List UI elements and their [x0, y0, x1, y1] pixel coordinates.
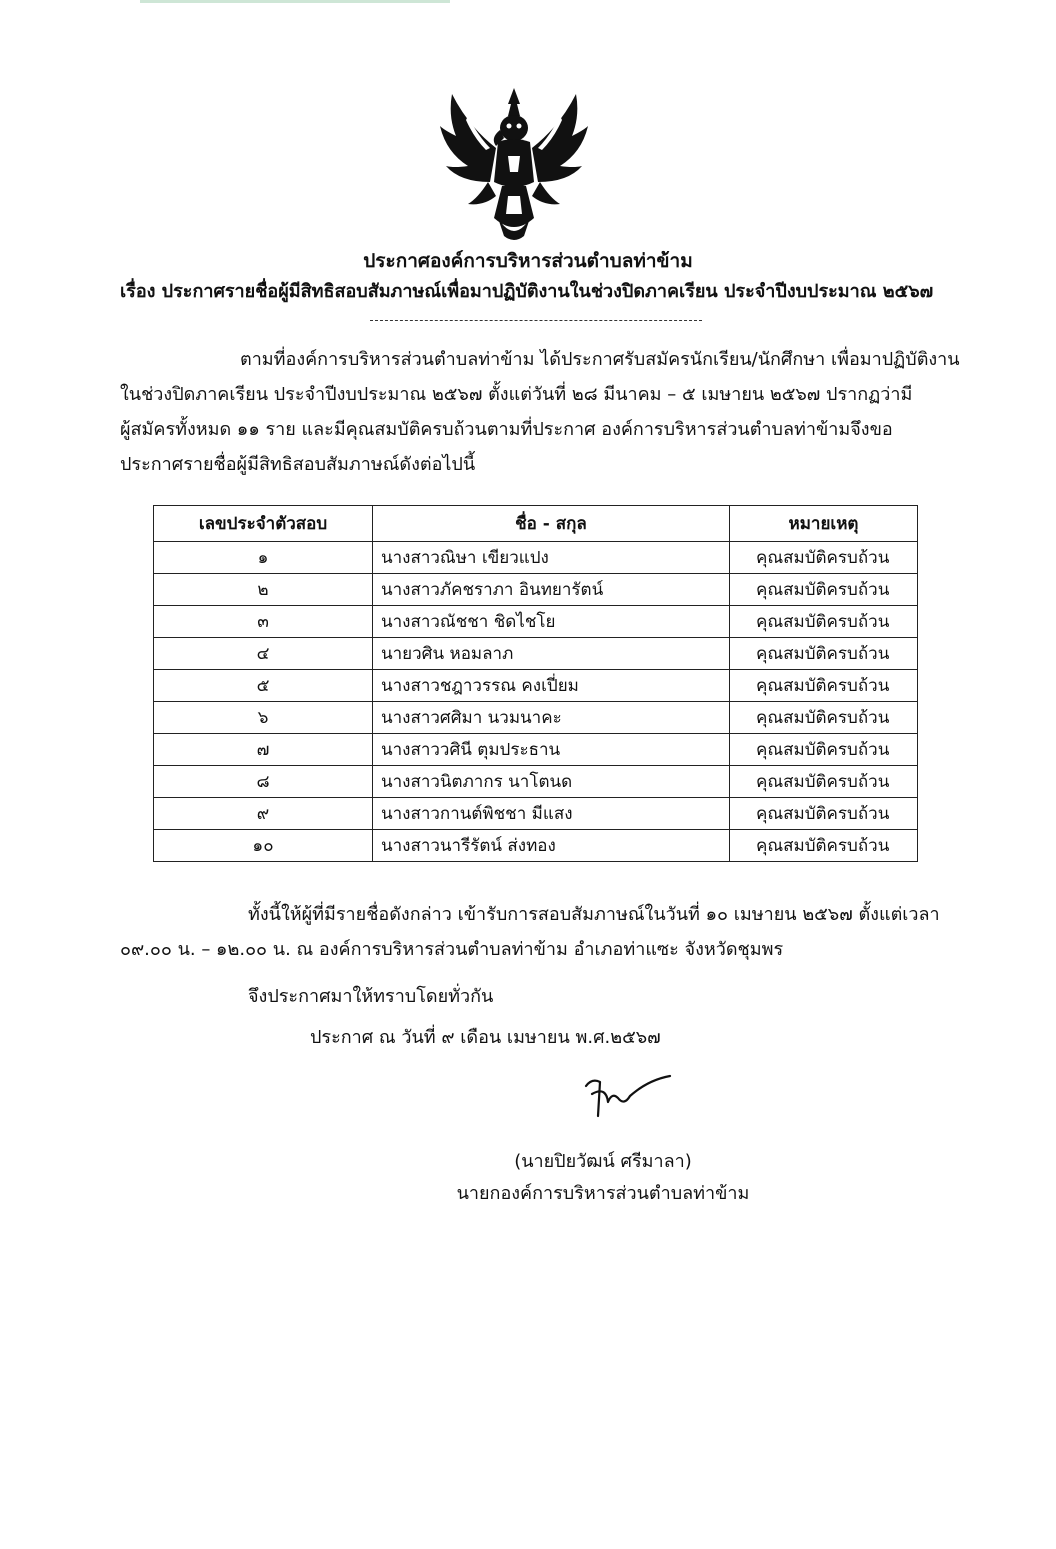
candidate-name: นายวศิน หอมลาภ: [373, 638, 730, 670]
candidate-name: นางสาวนิตภากร นาโตนด: [373, 766, 730, 798]
title-divider: [370, 320, 702, 321]
candidate-remark: คุณสมบัติครบถ้วน: [730, 830, 918, 862]
document-title: ประกาศองค์การบริหารส่วนตำบลท่าข้าม: [363, 250, 693, 272]
garuda-emblem-icon: [438, 86, 590, 244]
table-row: [154, 798, 918, 830]
candidate-remark: คุณสมบัติครบถ้วน: [730, 702, 918, 734]
candidate-name: นางสาวณัชชา ชิดไชโย: [373, 606, 730, 638]
table-row: [154, 542, 918, 574]
candidate-name: นางสาวกานต์พิชชา มีแสง: [373, 798, 730, 830]
exam-number: ๙: [154, 798, 373, 830]
candidate-name: นางสาวนารีรัตน์ ส่งทอง: [373, 830, 730, 862]
header-remark: หมายเหตุ: [730, 506, 918, 542]
closing-announce: จึงประกาศมาให้ทราบโดยทั่วกัน: [248, 986, 494, 1007]
exam-number: ๑: [154, 542, 373, 574]
exam-number: ๖: [154, 702, 373, 734]
candidate-table: [153, 505, 917, 862]
table-row: [154, 574, 918, 606]
table-row: [154, 702, 918, 734]
candidate-remark: คุณสมบัติครบถ้วน: [730, 670, 918, 702]
exam-number: ๒: [154, 574, 373, 606]
candidate-remark: คุณสมบัติครบถ้วน: [730, 542, 918, 574]
exam-number: ๗: [154, 734, 373, 766]
candidate-name: นางสาวชฎาวรรณ คงเปี่ยม: [373, 670, 730, 702]
candidate-remark: คุณสมบัติครบถ้วน: [730, 606, 918, 638]
candidate-remark: คุณสมบัติครบถ้วน: [730, 798, 918, 830]
header-full-name: ชื่อ - สกุล: [373, 506, 730, 542]
table-row: [154, 638, 918, 670]
closing-line-1: ทั้งนี้ให้ผู้ที่มีรายชื่อดังกล่าว เข้ารับการสอบสัมภาษณ์ในวันที่ ๑๐ เมษายน ๒๕๖๗ ตั้งแต่เวลา: [248, 904, 940, 925]
table-row: [154, 830, 918, 862]
closing-line-2: ๐๙.๐๐ น. – ๑๒.๐๐ น. ณ องค์การบริหารส่วนตำบลท่าข้าม อำเภอท่าแซะ จังหวัดชุมพร: [120, 939, 784, 960]
signature-icon: [578, 1072, 678, 1124]
candidate-name: นางสาวศศิมา นวมนาคะ: [373, 702, 730, 734]
announcement-date: ประกาศ ณ วันที่ ๙ เดือน เมษายน พ.ศ.๒๕๖๗: [310, 1027, 661, 1048]
table-row: [154, 766, 918, 798]
header-exam-number: เลขประจำตัวสอบ: [154, 506, 373, 542]
intro-line-2: ในช่วงปิดภาคเรียน ประจำปีงบประมาณ ๒๕๖๗ ตั้งแต่วันที่ ๒๘ มีนาคม – ๕ เมษายน ๒๕๖๗ ปรากฏว่ามี: [120, 384, 913, 405]
intro-line-1: ตามที่องค์การบริหารส่วนตำบลท่าข้าม ได้ประกาศรับสมัครนักเรียน/นักศึกษา เพื่อมาปฏิบัติงาน: [240, 349, 960, 370]
signatory-position: นายกองค์การบริหารส่วนตำบลท่าข้าม: [456, 1183, 750, 1204]
table-row: [154, 734, 918, 766]
intro-line-4: ประกาศรายชื่อผู้มีสิทธิสอบสัมภาษณ์ดังต่อไปนี้: [120, 454, 476, 475]
exam-number: ๓: [154, 606, 373, 638]
exam-number: ๕: [154, 670, 373, 702]
scan-edge-mark: [140, 0, 450, 3]
candidate-remark: คุณสมบัติครบถ้วน: [730, 766, 918, 798]
exam-number: ๘: [154, 766, 373, 798]
candidate-name: นางสาวณิษา เขียวแปง: [373, 542, 730, 574]
candidate-name: นางสาววศินี ตุมประธาน: [373, 734, 730, 766]
document-subject: เรื่อง ประกาศรายชื่อผู้มีสิทธิสอบสัมภาษณ์เพื่อมาปฏิบัติงานในช่วงปิดภาคเรียน ประจำปีงบประมาณ ๒๕๖๗: [120, 281, 934, 302]
candidate-remark: คุณสมบัติครบถ้วน: [730, 638, 918, 670]
intro-line-3: ผู้สมัครทั้งหมด ๑๑ ราย และมีคุณสมบัติครบถ้วนตามที่ประกาศ องค์การบริหารส่วนตำบลท่าข้ามจึงขอ: [120, 419, 893, 440]
candidate-remark: คุณสมบัติครบถ้วน: [730, 574, 918, 606]
table-row: [154, 606, 918, 638]
exam-number: ๑๐: [154, 830, 373, 862]
signatory-name: (นายปิยวัฒน์ ศรีมาลา): [514, 1151, 692, 1172]
table-header-row: [154, 506, 918, 542]
table-row: [154, 670, 918, 702]
candidate-remark: คุณสมบัติครบถ้วน: [730, 734, 918, 766]
exam-number: ๔: [154, 638, 373, 670]
candidate-name: นางสาวภัคชราภา อินทยารัตน์: [373, 574, 730, 606]
